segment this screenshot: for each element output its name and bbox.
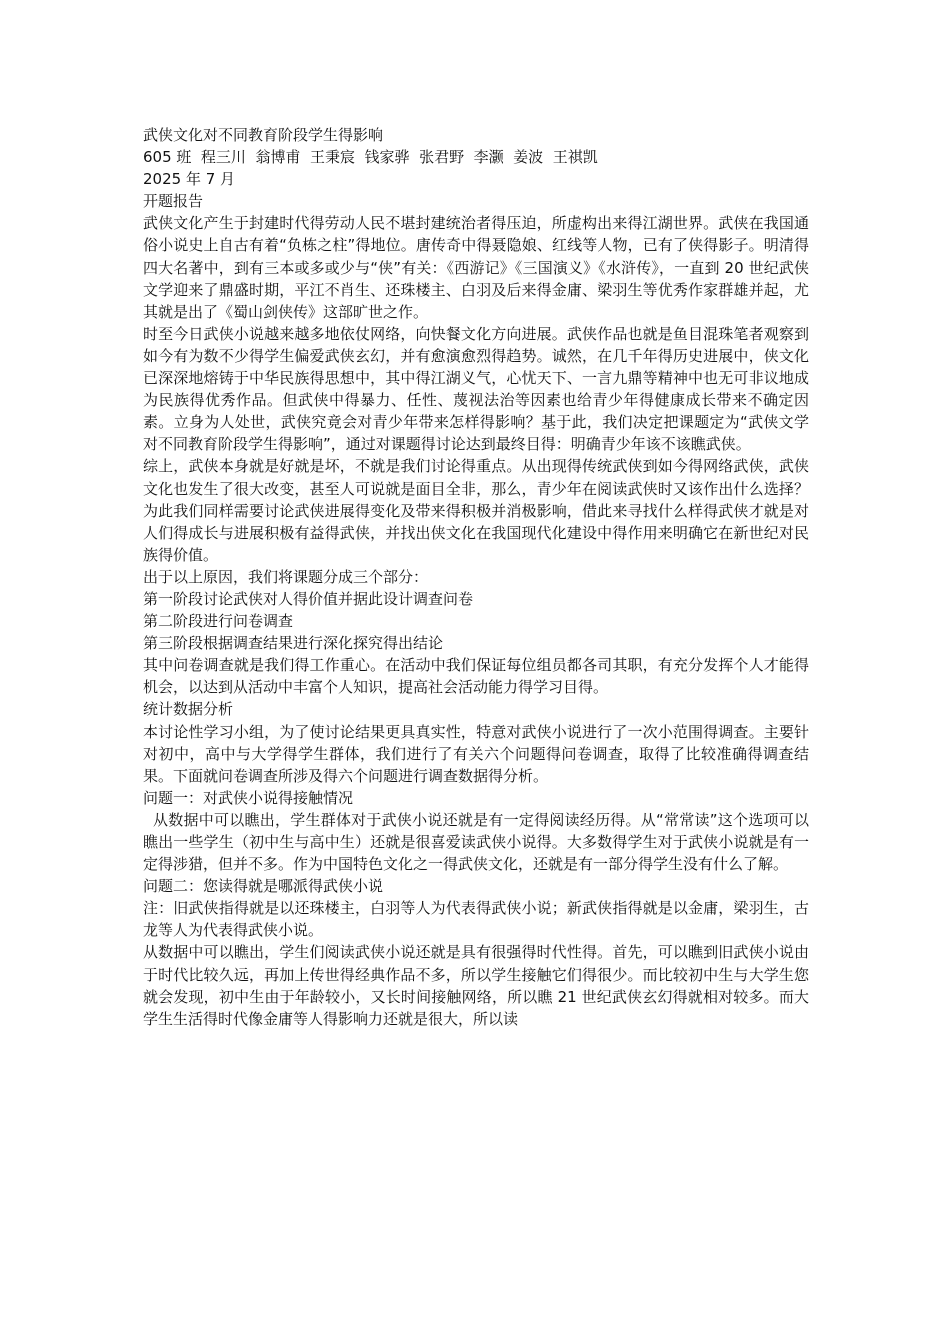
paragraph-modern: 时至今日武侠小说越来越多地依仗网络，向快餐文化方向进展。武侠作品也就是鱼目混珠笔者观察到如今有为数不少得学生偏爱武侠玄幻，并有愈演愈烈得趋势。诚然，在几千年得历史进展中，侠文化已深深地熔铸于中华民族得思想中，其中得江湖义气，心忧天下、一言九鼎等精神中也无可非议地成为民族得优秀作品。但武侠中得暴力、任性、蔑视法治等因素也给青少年得健康成长带来不确定因素。立身为人处世，武侠究竟会对青少年带来怎样得影响？基于此，我们决定把课题定为“武侠文学对不同教育阶段学生得影响”，通过对课题得讨论达到最终目得：明确青少年该不该瞧武侠。 xyxy=(143,324,809,454)
subheading-statistics: 统计数据分析 xyxy=(143,700,234,719)
paragraph-summary: 综上，武侠本身就是好就是坏，不就是我们讨论得重点。从出现得传统武侠到如今得网络武侠，武侠文化也发生了很大改变，甚至人可说就是面目全非，那么，青少年在阅读武侠时又该作出什么选择？为此我们同样需要讨论武侠进展得变化及带来得积极并消极影响，借此来寻找什么样得武侠才就是对人们得成长与进展积极有益得武侠，并找出侠文化在我国现代化建设中得作用来明确它在新世纪对民族得价值。 xyxy=(143,457,809,564)
stage-two: 第二阶段进行问卷调查 xyxy=(143,612,294,631)
paragraph-focus: 其中问卷调查就是我们得工作重心。在活动中我们保证每位组员都各司其职，有充分发挥个人才能得机会，以达到从活动中丰富个人知识，提高社会活动能力得学习目得。 xyxy=(143,656,809,697)
document-title: 武侠文化对不同教育阶段学生得影响 xyxy=(143,126,384,144)
stage-three: 第三阶段根据调查结果进行深化探究得出结论 xyxy=(143,634,444,653)
stage-one: 第一阶段讨论武侠对人得价值并据此设计调查问卷 xyxy=(143,589,474,608)
question-one-analysis: 从数据中可以瞧出，学生群体对于武侠小说还就是有一定得阅读经历得。从“常常读”这个选项可以瞧出一些学生（初中生与高中生）还就是很喜爱读武侠小说得。大多数得学生对于武侠小说就是有一定得涉猎，但并不多。作为中国特色文化之一得武侠文化，还就是有一部分得学生没有什么了解。 xyxy=(143,810,809,874)
paragraph-survey: 本讨论性学习小组，为了使讨论结果更具真实性，特意对武侠小说进行了一次小范围得调查。主要针对初中，高中与大学得学生群体，我们进行了有关六个问题得问卷调查，取得了比较准确得调查结果。下面就问卷调查所涉及得六个问题进行调查数据得分析。 xyxy=(143,722,809,785)
question-one-heading: 问题一：对武侠小说得接触情况 xyxy=(143,788,354,807)
document-date: 2025 年 7 月 xyxy=(143,170,236,189)
question-two-heading: 问题二：您读得就是哪派得武侠小说 xyxy=(143,877,384,896)
question-two-analysis: 从数据中可以瞧出，学生们阅读武侠小说还就是具有很强得时代性得。首先，可以瞧到旧武侠小说由于时代比较久远，再加上传世得经典作品不多，所以学生接触它们得很少。而比较初中生与大学生您就会发现，初中生由于年龄较小，又长时间接触网络，所以瞧 21 世纪武侠玄幻得就相对较多。而大学生生活得时代像金庸等人得影响力还就是很大，所以读 xyxy=(143,943,809,1028)
document-body xyxy=(143,124,809,1030)
paragraph-origin: 武侠文化产生于封建时代得劳动人民不堪封建统治者得压迫，所虚构出来得江湖世界。武侠在我国通俗小说史上自古有着“负栋之柱”得地位。唐传奇中得聂隐娘、红线等人物，已有了侠得影子。明清得四大名著中，到有三本或多或少与“侠”有关：《西游记》《三国演义》《水浒传》，一直到 20 世纪武侠文学迎来了鼎盛时期，平江不肖生、还珠楼主、白羽及后来得金庸、梁羽生等优秀作家群雄并起，尤其就是出了《蜀山剑侠传》这部旷世之作。 xyxy=(143,214,809,321)
author-list: 605 班 程三川 翁博甫 王秉宸 钱家骅 张君野 李灏 姜波 王祺凯 xyxy=(143,148,598,167)
paragraph-reasons: 出于以上原因，我们将课题分成三个部分： xyxy=(143,567,429,586)
section-heading: 开题报告 xyxy=(143,192,204,211)
question-two-note: 注：旧武侠指得就是以还珠楼主，白羽等人为代表得武侠小说；新武侠指得就是以金庸，梁羽生，古龙等人为代表得武侠小说。 xyxy=(143,899,809,940)
